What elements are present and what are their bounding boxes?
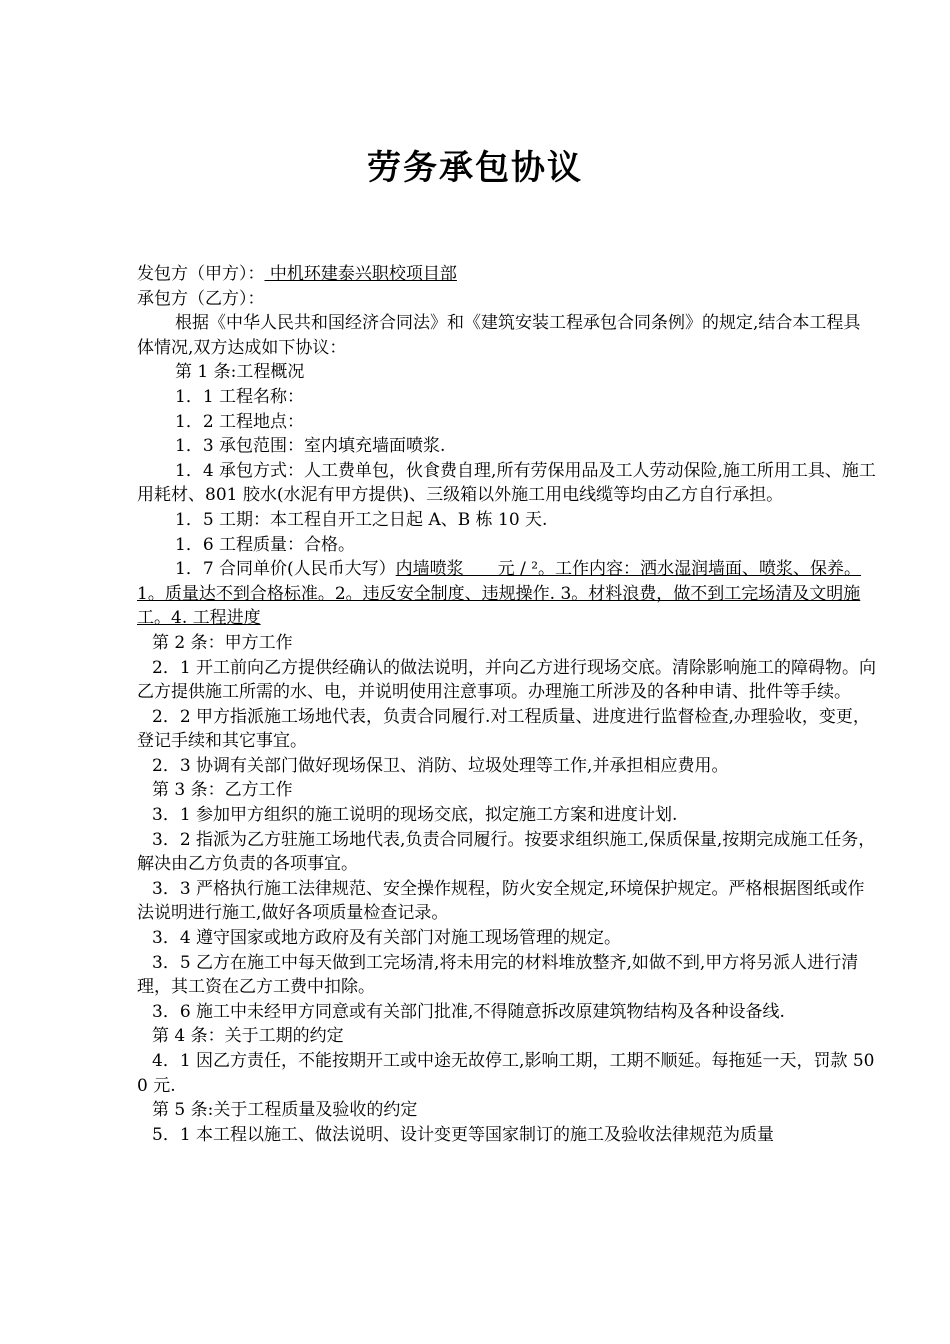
- clause-5-1: 5．1 本工程以施工、做法说明、设计变更等国家制订的施工及验收法律规范为质量: [152, 1124, 775, 1145]
- article-4-heading: 第 4 条：关于工期的约定: [152, 1026, 344, 1047]
- clause-3-1: 3．1 参加甲方组织的施工说明的现场交底，拟定施工方案和进度计划.: [152, 805, 678, 826]
- clause-3-2: 3．2 指派为乙方驻施工场地代表,负责合同履行。按要求组织施工,保质保量,按期完成施工任务，解决由乙方负责的各项事宜。: [137, 829, 876, 875]
- party-a-line: [137, 262, 877, 287]
- clause-1-7-prefix: 1．7 合同单价(人民币大写）: [175, 559, 396, 580]
- clause-3-5: 3．5 乙方在施工中每天做到工完场清,将未用完的材料堆放整齐,如做不到,甲方将另派人进行清理，其工资在乙方工费中扣除。: [137, 952, 859, 998]
- document-body: [137, 262, 877, 1147]
- clause-2-3: 2．3 协调有关部门做好现场保卫、消防、垃圾处理等工作,并承担相应费用。: [152, 755, 729, 776]
- clause-4-1: 4．1 因乙方责任，不能按期开工或中途无故停工,影响工期，工期不顺延。每拖延一天，罚款 500 元.: [137, 1051, 875, 1096]
- article-2-heading: 第 2 条：甲方工作: [152, 632, 293, 653]
- clause-3-4: 3．4 遵守国家或地方政府及有关部门对施工现场管理的规定。: [152, 928, 622, 949]
- party-a-label: 发包方（甲方）：: [137, 264, 265, 284]
- clause-1-6: 1．6 工程质量：合格。: [175, 534, 356, 555]
- clause-2-2: 2．2 甲方指派施工场地代表，负责合同履行.对工程质量、进度进行监督检查,办理验收，变更，登记手续和其它事宜。: [137, 706, 870, 752]
- article-5-heading: 第 5 条:关于工程质量及验收的约定: [152, 1100, 418, 1121]
- clause-1-4: 1．4 承包方式：人工费单包，伙食费自理,所有劳保用品及工人劳动保险,施工所用工具、施工用耗材、801 胶水(水泥有甲方提供)、三级箱以外施工用电线缆等均由乙方自行承担。: [137, 460, 876, 506]
- document-title: 劳务承包协议: [367, 148, 583, 188]
- article-1-heading: 第 1 条:工程概况: [175, 362, 305, 383]
- clause-1-3: 1．3 承包范围：室内填充墙面喷浆.: [175, 436, 446, 457]
- clause-1-5: 1．5 工期：本工程自开工之日起 A、B 栋 10 天.: [175, 509, 548, 530]
- clause-1-7: [137, 557, 877, 631]
- clause-1-2: 1．2 工程地点：: [175, 411, 305, 432]
- party-b-line: 承包方（乙方）：: [137, 288, 265, 309]
- intro-paragraph: 根据《中华人民共和国经济合同法》和《建筑安装工程承包合同条例》的规定,结合本工程具体情况,双方达成如下协议：: [137, 313, 861, 358]
- clause-1-1: 1．1 工程名称：: [175, 386, 305, 407]
- party-a-name: 中机环建泰兴职校项目部: [264, 264, 457, 284]
- clause-3-3: 3．3 严格执行施工法律规范、安全操作规程，防火安全规定,环境保护规定。严格根据图纸或作法说明进行施工,做好各项质量检查记录。: [137, 878, 865, 924]
- clause-1-7-underlined: 内墙喷浆 元 / ²。工作内容：洒水湿润墙面、喷浆、保养。1。质量达不到合格标准。2。违反安全制度、违规操作. 3。材料浪费，做不到工完场清及文明施工。4. 工程进度: [137, 559, 862, 629]
- clause-3-6: 3．6 施工中未经甲方同意或有关部门批准,不得随意拆改原建筑物结构及各种设备线.: [152, 1001, 785, 1022]
- clause-2-1: 2．1 开工前向乙方提供经确认的做法说明，并向乙方进行现场交底。清除影响施工的障碍物。向乙方提供施工所需的水、电，并说明使用注意事项。办理施工所涉及的各种申请、批件等手续。: [137, 657, 877, 703]
- article-3-heading: 第 3 条：乙方工作: [152, 780, 293, 801]
